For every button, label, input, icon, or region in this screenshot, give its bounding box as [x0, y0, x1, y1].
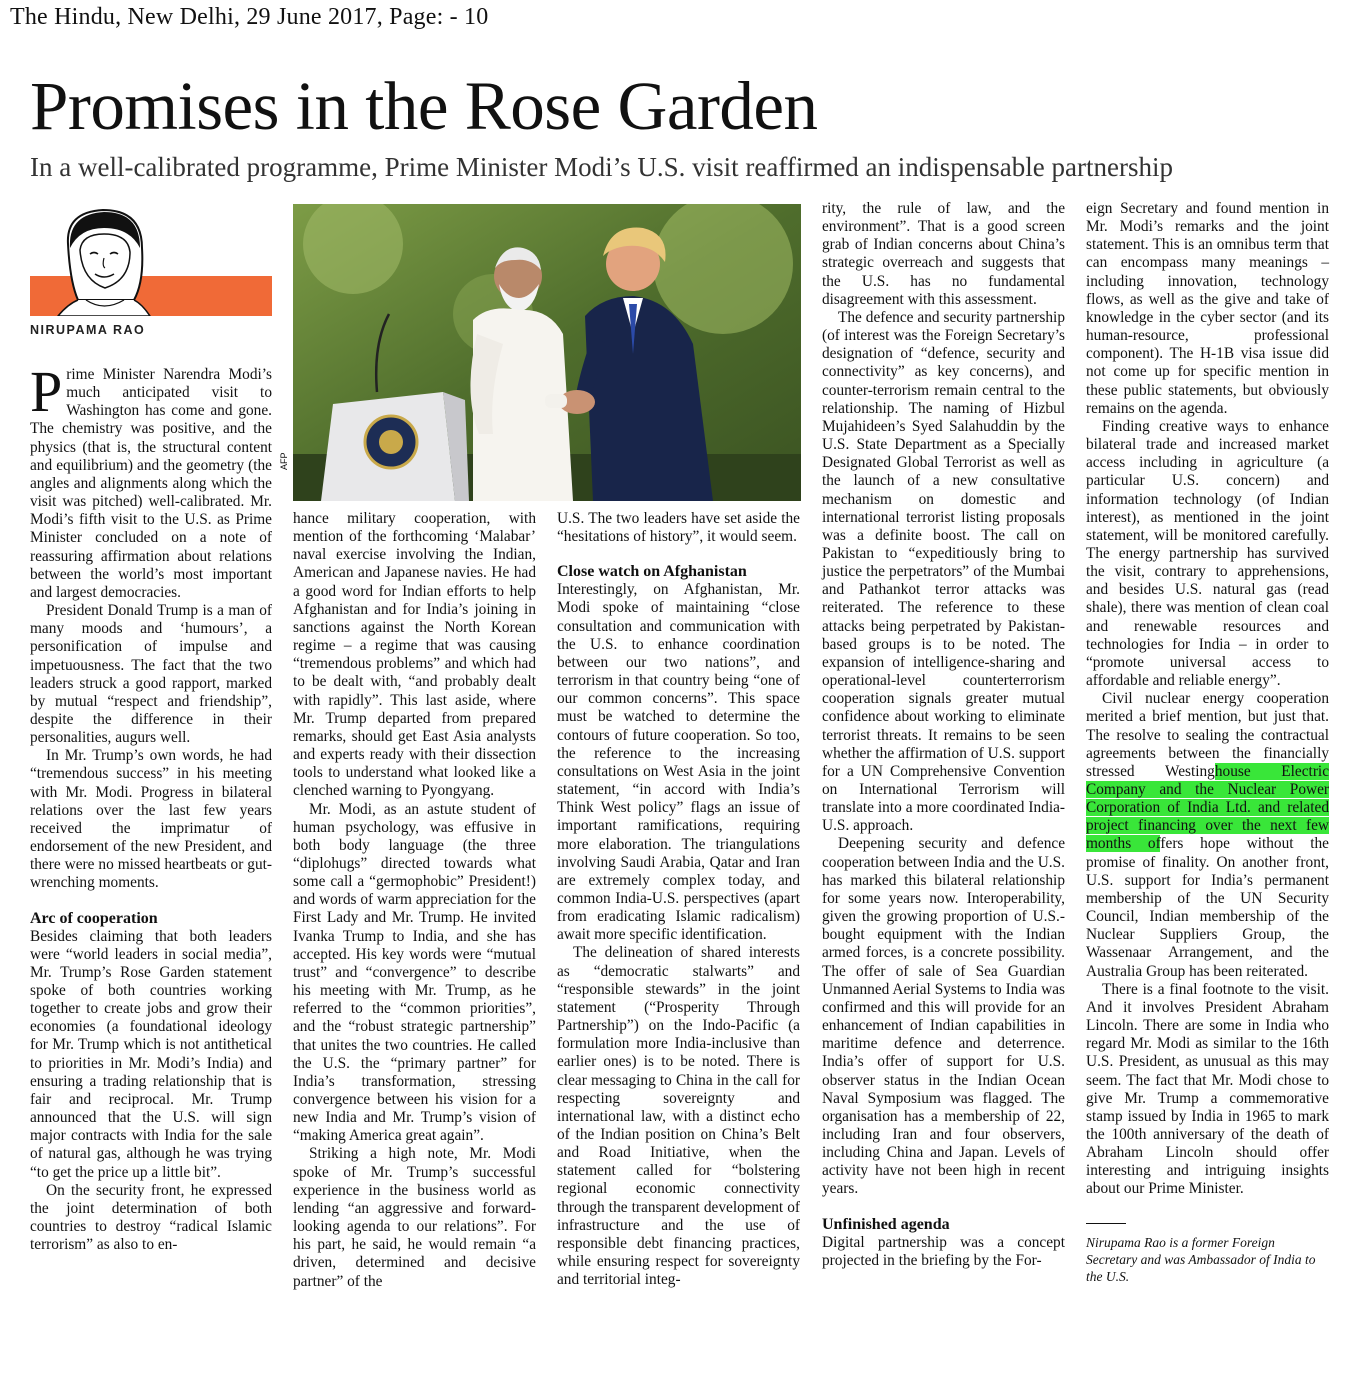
article-paragraph: eign Secretary and found mention in Mr. Modi’s remarks and the joint statement. This is an omnibus term that can encompass many meanings – including innovation, technology flows, as well as the give and take of knowledge in the cyber sector (and its human-resource, professional component). The H-1B visa issue did not come up for specific mention in these public statements, but obviously remains on the agenda. [1086, 200, 1329, 417]
photo-illustration [293, 204, 801, 501]
article-column-5 [1086, 200, 1329, 1285]
article-paragraph: Interestingly, on Afghanistan, Mr. Modi spoke of maintaining “close consultation and communication with the U.S. to enhance coordination between our two nations”, and terrorism in that country being “one of our common concerns”. This space must be watched to determine the contours of future cooperation. So too, the reference to the increasing consultations on West Asia in the joint statement, “in accord with India’s Think West policy” flags an issue of important ramifications, requiring more elaboration. The triangulations involving Saudi Arabia, Qatar and Iran are extremely complex today, and common India-U.S. perspectives (apart from eradicating Islamic radicalism) await more specific identification. [557, 581, 800, 944]
article-column-2 [293, 510, 536, 1291]
article-paragraph: Mr. Modi, as an astute student of human psychology, was effusive in both body language (the three “diplohugs” directed towards what some call a “germophobic” President!) and words of warm appreciation for the First Lady and Mr. Trump. He invited Ivanka Trump to India, and she has accepted. His key words were “mutual trust” and “convergence” to describe his meeting with Mr. Trump, as he referred to the “common priorities”, and the “robust strategic partnership” that unites the two countries. He called the U.S. the “primary partner” for India’s transformation, stressing convergence between his vision for a new India and Mr. Trump’s vision of “making America great again”. [293, 800, 536, 1145]
bio-divider [1086, 1223, 1126, 1224]
article-paragraph: On the security front, he expressed the joint determination of both countries to destroy “radical Islamic terrorism” as also to en- [30, 1181, 272, 1254]
subheading-close-watch-on-afghanistan: Close watch on Afghanistan [557, 563, 747, 581]
article-paragraph: U.S. The two leaders have set aside the “hesitations of history”, it would seem. [557, 510, 800, 546]
article-paragraph: Deepening security and defence cooperation between India and the U.S. has marked this bilateral relationship for some years now. Interoperability, given the growing proportion of U.S.-bought equipment with the Indian armed forces, is a concrete possibility. The offer of sale of Sea Guardian Unmanned Aerial Systems to India was confirmed and this will provide for an enhancement of Indian capabilities in maritime defence and deterrence. India’s offer of support for U.S. observer status in the Indian Ocean Naval Symposium was flagged. The organisation has a membership of 22, including Iran and four observers, including China and Japan. Levels of activity have not been high in recent years. [822, 835, 1065, 1198]
highlighted-text: house Electric Company and the Nuclear Power Corporation of India Ltd. and related project financing over the next few months of [1086, 762, 1329, 853]
article-paragraph: Finding creative ways to enhance bilateral trade and increased market access including in agriculture (a particular U.S. concern) and information technology (of Indian interest), as mentioned in the joint statement, will be monitored carefully. The energy partnership has survived the visit, contrary to apprehensions, and besides U.S. natural gas (read shale), there was mention of clean coal and renewable resources and technologies for India – in order to “promote universal access to affordable and reliable energy”. [1086, 417, 1329, 690]
article-paragraph: Besides claiming that both leaders were “world leaders in social media”, Mr. Trump’s Rose Garden statement spoke of both countries working together to create jobs and grow their economies (a foundational ideology for Mr. Trump which is not antithetical to priorities in Mr. Modi’s India) and ensuring a trading relationship that is fair and reciprocal. Mr. Trump announced that the U.S. will sign major contracts with India for the sale of natural gas, although he was trying “to get the price up a little bit”. [30, 927, 272, 1181]
article-paragraph: President Donald Trump is a man of many moods and ‘humours’, a personification of impulse and impetuousness. The fact that the two leaders struck a good rapport, marked by mutual “respect and friendship”, despite the difference in their personalities, augurs well. [30, 602, 272, 747]
article-paragraph: Civil nuclear energy cooperation merited a brief mention, but just that. The resolve to sealing the contractual agreements between the financially stressed Westinghouse Electric Company and the Nuclear Power Corporation of India Ltd. and related project financing over the next few months offers hope without the promise of finality. On another front, U.S. support for India’s permanent membership of the UN Security Council, Indian membership of the Nuclear Suppliers Group, the Wassenaar Arrangement, and the Australia Group has been reiterated. [1086, 690, 1329, 980]
article-paragraph: Striking a high note, Mr. Modi spoke of Mr. Trump’s successful experience in the business world as lending “an aggressive and forward-looking agenda to our relations”. For his part, he said, he would remain “a driven, determined and decisive partner” of the [293, 1145, 536, 1290]
leaders-handshake-photo [293, 204, 801, 501]
author-bio: Nirupama Rao is a former Foreign Secretary and was Ambassador of India to the U.S. [1086, 1234, 1316, 1284]
source-line: The Hindu, New Delhi, 29 June 2017, Page: - 10 [10, 4, 489, 30]
author-portrait-block [30, 204, 272, 314]
article-paragraph: There is a final footnote to the visit. And it involves President Abraham Lincoln. There are some in India who regard Mr. Modi as similar to the 16th U.S. President, as unusual as this may seem. The fact that Mr. Modi chose to give Mr. Trump a commemorative stamp issued by India in 1965 to mark the 100th anniversary of the death of Abraham Lincoln should offer interesting and intriguing insights about our Prime Minister. [1086, 980, 1329, 1198]
subheading-arc-of-cooperation: Arc of cooperation [30, 909, 158, 927]
article-paragraph: The defence and security partnership (of interest was the Foreign Secretary’s designation of “defence, security and connectivity” as key concerns), and counter-terrorism remain central to the relationship. The naming of Hizbul Mujahideen’s Syed Salahuddin by the U.S. State Department as a Specially Designated Global Terrorist as well as the launch of a new consultative mechanism on domestic and international terrorist listing proposals was a definite boost. The call on Pakistan to “expeditiously bring to justice the perpetrators” of the Mumbai and Pathankot terror attacks was reiterated. The reference to these attacks being perpetrated by Pakistan-based groups is to be noted. The expansion of intelligence-sharing and operational-level counterterrorism cooperation signals greater mutual confidence about working to eliminate terrorist threats. It remains to be seen whether the affirmation of U.S. support for a UN Comprehensive Convention on International Terrorism will translate into a more coordinated India-U.S. approach. [822, 308, 1065, 835]
article-column-4 [822, 200, 1065, 1270]
subheading-unfinished-agenda: Unfinished agenda [822, 1215, 950, 1233]
article-paragraph: The delineation of shared interests as “democratic stalwarts” and “responsible stewards” in the joint statement (“Prosperity Through Partnership”) on the Indo-Pacific (a formulation more India-inclusive than earlier ones) is to be noted. There is clear messaging to China in the call for respecting sovereignty and international law, with a distinct echo of the Indian position on China’s Belt and Road Initiative, when the statement called for “bolstering regional economic connectivity through the transparent development of infrastructure and the use of responsible debt financing practices, while ensuring respect for sovereignty and territorial integ- [557, 944, 800, 1289]
article-column-3 [557, 510, 800, 1289]
article-paragraph: Digital partnership was a concept projected in the briefing by the For- [822, 1233, 1065, 1269]
article-paragraph: Prime Minister Narendra Modi’s much anticipated visit to Washington has come and gone. The chemistry was positive, and the physics (that is, the structural content and equilibrium) and the geometry (the angles and alignments along which the visit was pitched) well-calibrated. Mr. Modi’s fifth visit to the U.S. as Prime Minister concluded on a note of reassuring affirmation about relations between the world’s most important and largest democracies. [30, 359, 272, 601]
byline: NIRUPAMA RAO [30, 323, 146, 337]
article-paragraph: rity, the rule of law, and the environment”. That is a good screen grab of Indian concerns about China’s strategic overreach and suggests that the U.S. has no fundamental disagreement with this assessment. [822, 200, 1065, 308]
article-column-1 [30, 359, 272, 1254]
photo-credit: AFP [279, 452, 289, 470]
article-paragraph: hance military cooperation, with mention of the forthcoming ‘Malabar’ naval exercise involving the Indian, American and Japanese navies. He had a good word for Indian efforts to help Afghanistan and for India’s joining in sanctions against the North Korean regime – a regime that was causing “tremendous problems” and which had to be dealt with, “and probably dealt with rapidly”. This last aside, where Mr. Trump departed from prepared remarks, should get East Asia analysts and experts ready with their dissection tools to understand what looked like a clenched warning to Pyongyang. [293, 510, 536, 800]
article-paragraph: In Mr. Trump’s own words, he had “tremendous success” in his meeting with Mr. Modi. Progress in bilateral relations over the last few years received the imprimatur of endorsement of the new President, and there were no missed heartbeats or gut-wrenching moments. [30, 747, 272, 892]
dropcap: P [30, 359, 63, 424]
headline: Promises in the Rose Garden [30, 68, 818, 144]
deck: In a well-calibrated programme, Prime Minister Modi’s U.S. visit reaffirmed an indispensable partnership [30, 152, 1173, 182]
author-portrait-icon [38, 204, 178, 316]
